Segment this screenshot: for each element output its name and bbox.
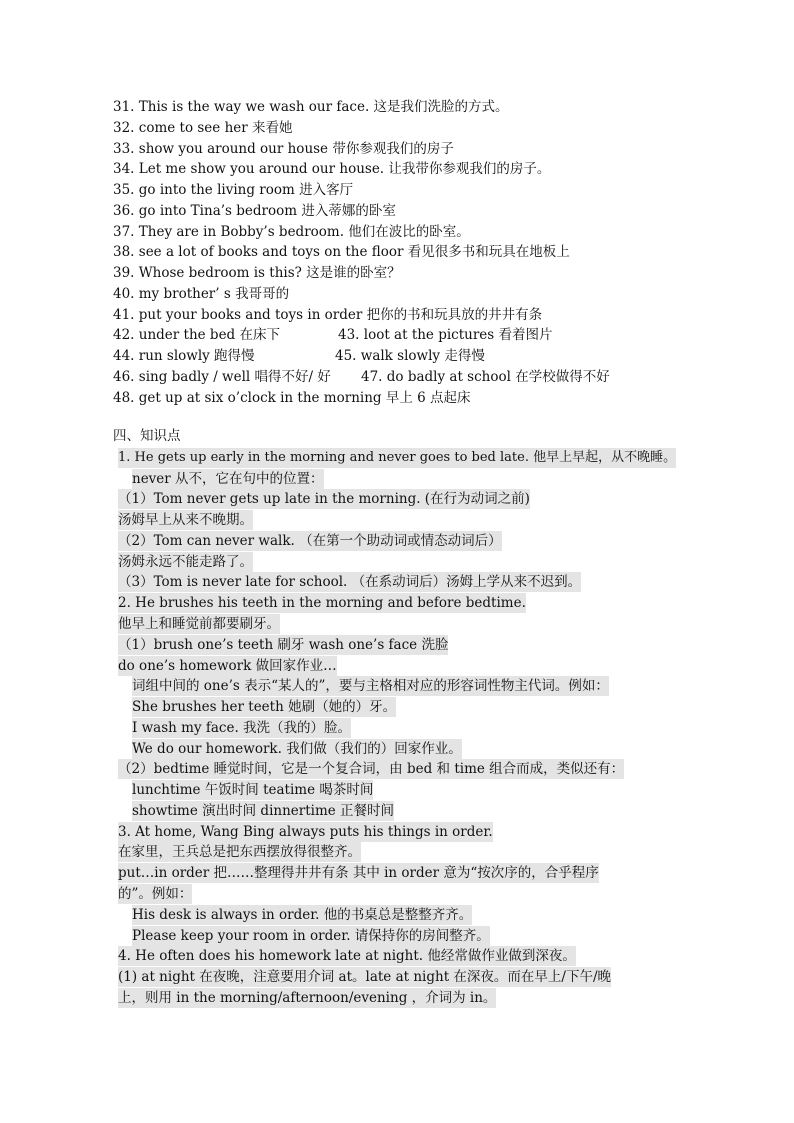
- note-2-cn: 他早上和睡觉前都要刷牙。: [118, 616, 280, 632]
- phrase-47: 47. do badly at school 在学校做得不好: [361, 369, 610, 385]
- phrase-48: 48. get up at six o’clock in the morning 早上 6 点起床: [113, 390, 471, 406]
- phrase-36: 36. go into Tina’s bedroom 进入蒂娜的卧室: [113, 203, 396, 219]
- phrase-42: 42. under the bed 在床下: [113, 327, 280, 343]
- note-never-1-cn: 汤姆早上从来不晚期。: [118, 512, 253, 528]
- phrase-32: 32. come to see her 来看她: [113, 120, 293, 136]
- note-showtime: showtime 演出时间 dinnertime 正餐时间: [132, 803, 395, 819]
- note-never-1: （1）Tom never gets up late in the morning. (在行为动词之前): [118, 491, 530, 507]
- note-example-we: We do our homework. 我们做（我们的）回家作业。: [132, 741, 462, 757]
- note-homework: do one’s homework 做回家作业…: [118, 658, 337, 674]
- phrase-46: 46. sing badly / well 唱得不好/ 好: [113, 369, 331, 385]
- phrase-33: 33. show you around our house 带你参观我们的房子: [113, 141, 454, 157]
- note-example-she: She brushes her teeth 她刷（她的）牙。: [132, 699, 397, 715]
- note-example-room: Please keep your room in order. 请保持你的房间整齐。: [132, 928, 490, 944]
- phrase-31: 31. This is the way we wash our face. 这是我们洗脸的方式。: [113, 99, 509, 115]
- note-never-3: （3）Tom is never late for school. （在系动词后）汤姆上学从来不迟到。: [118, 574, 582, 590]
- note-2-heading: 2. He brushes his teeth in the morning and before bedtime.: [118, 595, 526, 611]
- phrase-41: 41. put your books and toys in order 把你的书和玩具放的井井有条: [113, 307, 543, 323]
- phrase-44: 44. run slowly 跑得慢: [113, 348, 255, 364]
- note-in-order-cont: 的”。例如：: [118, 886, 193, 902]
- note-3-cn: 在家里，王兵总是把东西摆放得很整齐。: [118, 844, 361, 860]
- note-never: never 从不，它在句中的位置：: [132, 471, 324, 487]
- phrase-37: 37. They are in Bobby’s bedroom. 他们在波比的卧室。: [113, 224, 470, 240]
- note-4-heading: 4. He often does his homework late at night. 他经常做作业做到深夜。: [118, 948, 576, 964]
- note-example-i: I wash my face. 我洗（我的）脸。: [132, 720, 352, 736]
- phrase-34: 34. Let me show you around our house. 让我带你参观我们的房子。: [113, 161, 551, 177]
- note-never-2-cn: 汤姆永远不能走路了。: [118, 554, 253, 570]
- note-in-order: put…in order 把……整理得井井有条 其中 in order 意为“按次序的，合乎程序: [118, 865, 599, 881]
- note-brush: （1）brush one’s teeth 刷牙 wash one’s face 洗脸: [118, 637, 449, 653]
- note-never-2: （2）Tom can never walk. （在第一个助动词或情态动词后）: [118, 533, 502, 549]
- phrase-45: 45. walk slowly 走得慢: [335, 348, 485, 364]
- phrase-43: 43. loot at the pictures 看着图片: [338, 327, 553, 343]
- note-ones: 词组中间的 one’s 表示“某人的”，要与主格相对应的形容词性物主代词。例如：: [132, 678, 609, 694]
- note-example-desk: His desk is always in order. 他的书桌总是整整齐齐。: [132, 907, 473, 923]
- note-at-night: (1) at night 在夜晚，注意要用介词 at。late at night 在深夜。而在早上/下午/晚: [118, 969, 612, 985]
- note-3-heading: 3. At home, Wang Bing always puts his things in order.: [118, 824, 493, 840]
- note-at-night-cont: 上，则用 in the morning/afternoon/evening ，介词为 in。: [118, 990, 497, 1006]
- phrase-40: 40. my brother’ s 我哥哥的: [113, 286, 290, 302]
- section-title: 四、知识点: [113, 428, 181, 444]
- phrase-39: 39. Whose bedroom is this? 这是谁的卧室？: [113, 265, 401, 281]
- note-bedtime: （2）bedtime 睡觉时间，它是一个复合词，由 bed 和 time 组合而成，类似还有：: [118, 761, 625, 777]
- phrase-38: 38. see a lot of books and toys on the floor 看见很多书和玩具在地板上: [113, 244, 570, 260]
- note-lunchtime: lunchtime 午饭时间 teatime 喝茶时间: [132, 782, 374, 798]
- phrase-35: 35. go into the living room 进入客厅: [113, 182, 354, 198]
- note-1-heading: 1. He gets up early in the morning and never goes to bed late. 他早上早起，从不晚睡。: [118, 448, 676, 468]
